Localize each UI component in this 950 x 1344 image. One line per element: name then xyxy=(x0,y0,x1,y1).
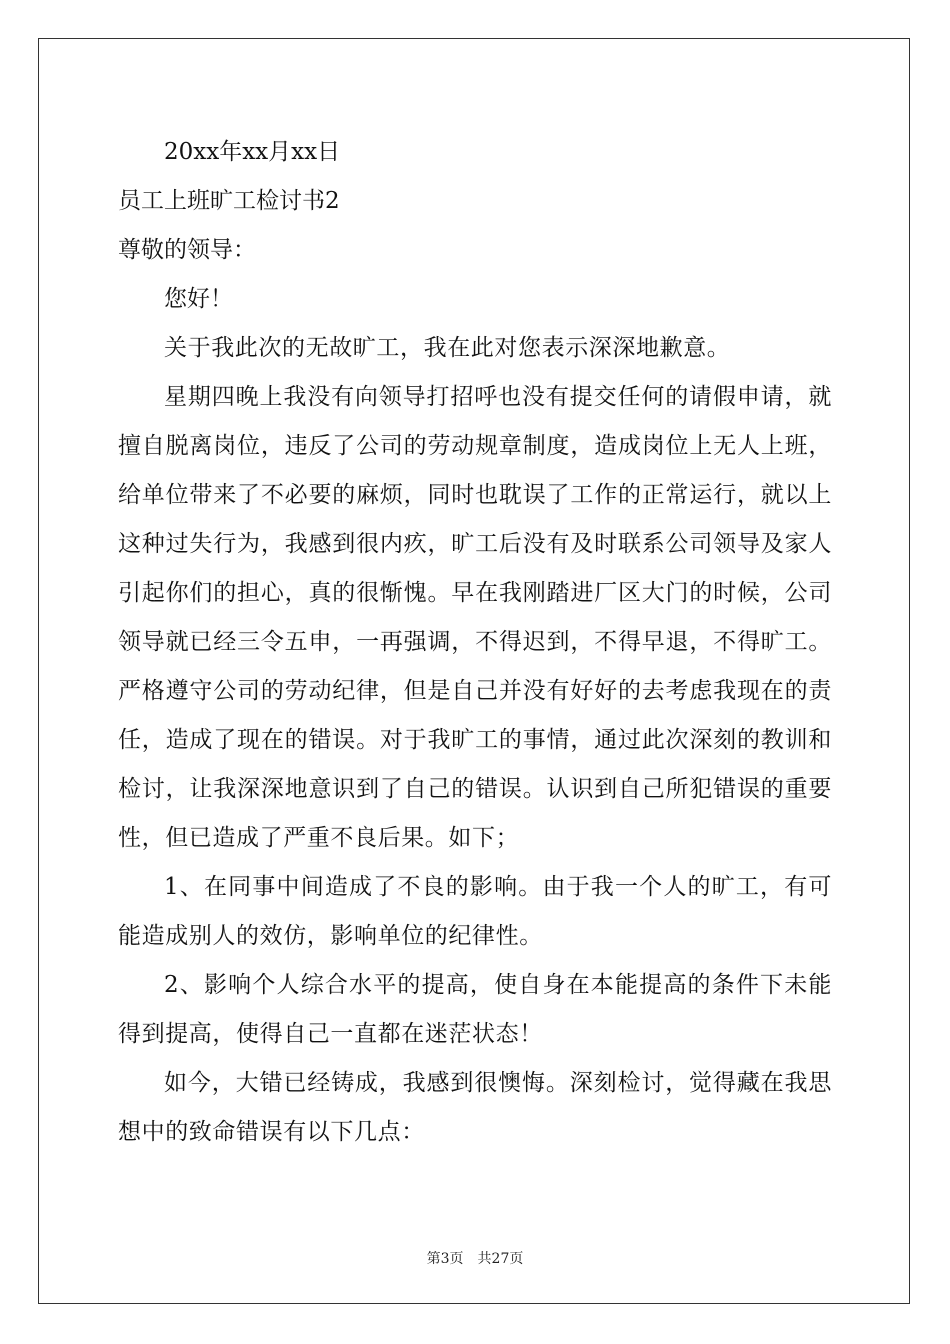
document-title: 员工上班旷工检讨书2 xyxy=(118,188,340,214)
paragraph-incident: 星期四晚上我没有向领导打招呼也没有提交任何的请假申请，就擅自脱离岗位，违反了公司的劳动规章制度，造成岗位上无人上班，给单位带来了不必要的麻烦，同时也耽误了工作的正常运行，就以上这种过失行为，我感到很内疚，旷工后没有及时联系公司领导及家人引起你们的担心，真的很惭愧。早在我刚踏进厂区大门的时候，公司领导就已经三令五申，一再强调，不得迟到，不得早退，不得旷工。严格遵守公司的劳动纪律，但是自己并没有好好的去考虑我现在的责任，造成了现在的错误。对于我旷工的事情，通过此次深刻的教训和检讨，让我深深地意识到了自己的错误。认识到自己所犯错误的重要性，但已造成了严重不良后果。如下； xyxy=(118,384,832,851)
total-page-count: 共27页 xyxy=(477,1251,524,1267)
paragraph-consequence-2: 2、影响个人综合水平的提高，使自身在本能提高的条件下未能得到提高，使得自己一直都在迷茫状态！ xyxy=(118,972,832,1047)
page-footer xyxy=(0,1248,950,1268)
paragraph-reflection: 如今，大错已经铸成，我感到很懊悔。深刻检讨，觉得藏在我思想中的致命错误有以下几点： xyxy=(118,1070,832,1145)
current-page-number: 第3页 xyxy=(426,1251,464,1267)
paragraph-consequence-1: 1、在同事中间造成了不良的影响。由于我一个人的旷工，有可能造成别人的效仿，影响单位的纪律性。 xyxy=(118,874,832,949)
salutation: 尊敬的领导： xyxy=(118,237,256,263)
document-body xyxy=(118,128,832,1157)
greeting: 您好！ xyxy=(164,286,233,312)
date-line: 20xx年xx月xx日 xyxy=(164,139,341,165)
paragraph-apology: 关于我此次的无故旷工，我在此对您表示深深地歉意。 xyxy=(164,335,731,361)
